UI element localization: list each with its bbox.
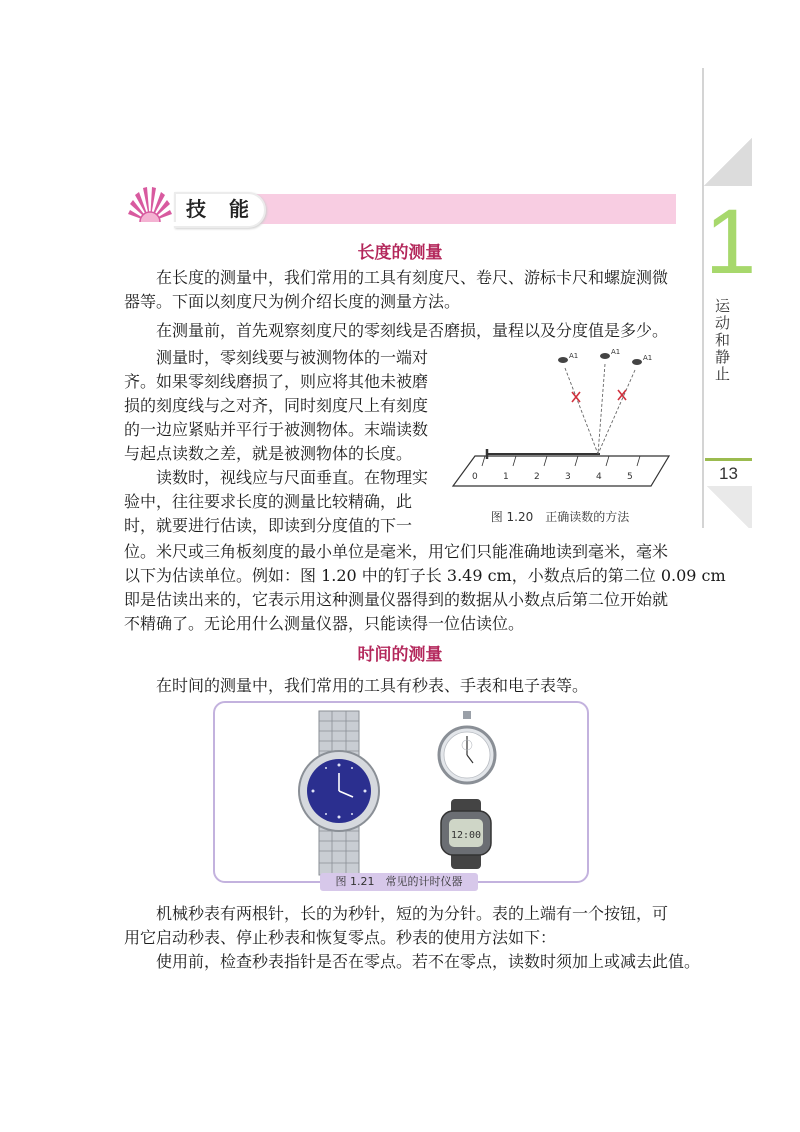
sun-icon bbox=[124, 184, 176, 226]
chapter-title: 运动和静止 bbox=[713, 298, 731, 383]
heading-length-measurement: 长度的测量 bbox=[357, 243, 443, 263]
figure-1-21-caption: 图 1.21 常见的计时仪器 bbox=[320, 873, 478, 891]
para1-line1: 在长度的测量中，我们常用的工具有刻度尺、卷尺、游标卡尺和螺旋测微 bbox=[156, 268, 669, 287]
timers-illustration bbox=[215, 703, 587, 881]
heading-time-measurement: 时间的测量 bbox=[357, 645, 443, 665]
wrong-cross-marks bbox=[572, 390, 626, 402]
para3-line4: 的一边应紧贴并平行于被测物体。末端读数 bbox=[124, 420, 429, 439]
para3-line1: 测量时，零刻线要与被测物体的一端对 bbox=[156, 348, 429, 367]
para4-line6: 即是估读出来的，它表示用这种测量仪器得到的数据从小数点后第二位开始就 bbox=[124, 590, 669, 609]
skill-banner-label: 技 能 bbox=[186, 197, 257, 221]
para4-line5: 以下为估读单位。例如：图 1.20 中的钉子长 3.49 cm，小数点后的第二位 0.09 cm bbox=[124, 566, 726, 585]
para4-line2: 验中，往往要求长度的测量比较精确，此 bbox=[124, 492, 413, 511]
para4-line4: 位。米尺或三角板刻度的最小单位是毫米，用它们只能准确地读到毫米，毫米 bbox=[124, 542, 669, 561]
eye-label-2: A1 bbox=[611, 348, 621, 356]
skill-banner-bar bbox=[250, 194, 676, 224]
para4-line1: 读数时，视线应与尺面垂直。在物理实 bbox=[156, 468, 429, 487]
figure-1-20-caption: 图 1.20 正确读数的方法 bbox=[490, 510, 630, 524]
figure-ruler-reading bbox=[445, 346, 677, 498]
wristwatch-icon bbox=[299, 711, 379, 875]
para4-line3: 时，就要进行估读，即读到分度值的下一 bbox=[124, 516, 413, 535]
time-para3: 使用前，检查秒表指针是否在零点。若不在零点，读数时须加上或减去此值。 bbox=[156, 952, 701, 971]
ruler-mark-5: 5 bbox=[627, 472, 633, 482]
chapter-number: 1 bbox=[705, 191, 757, 293]
para2: 在测量前，首先观察刻度尺的零刻线是否磨损，量程以及分度值是多少。 bbox=[156, 321, 669, 340]
para3-line5: 与起点读数之差，就是被测物体的长度。 bbox=[124, 444, 413, 463]
eye-label-1: A1 bbox=[569, 352, 579, 360]
digital-watch-icon bbox=[441, 799, 491, 869]
ruler-shape bbox=[453, 456, 669, 486]
side-tab-corner bbox=[704, 138, 752, 186]
side-tab-bottom bbox=[704, 486, 752, 528]
para4-line7: 不精确了。无论用什么测量仪器，只能读得一位估读位。 bbox=[124, 614, 525, 633]
stopwatch-icon bbox=[439, 711, 495, 783]
time-para2-line1: 机械秒表有两根针，长的为秒针，短的为分针。表的上端有一个按钮，可 bbox=[156, 904, 669, 923]
ruler-mark-0: 0 bbox=[472, 472, 478, 482]
ruler-mark-3: 3 bbox=[565, 472, 571, 482]
eye-label-3: A1 bbox=[643, 354, 653, 362]
ruler-mark-2: 2 bbox=[534, 472, 540, 482]
time-para1: 在时间的测量中，我们常用的工具有秒表、手表和电子表等。 bbox=[156, 676, 589, 695]
figure-timers-frame bbox=[213, 701, 589, 883]
side-tab-strip bbox=[702, 68, 704, 528]
para3-line3: 损的刻度线与之对齐，同时刻度尺上有刻度 bbox=[124, 396, 429, 415]
page-number: 13 bbox=[705, 458, 752, 487]
digital-display: 12:00 bbox=[450, 830, 482, 841]
ruler-mark-1: 1 bbox=[503, 472, 509, 482]
time-para2-line2: 用它启动秒表、停止秒表和恢复零点。秒表的使用方法如下： bbox=[124, 928, 557, 947]
para1-line2: 器等。下面以刻度尺为例介绍长度的测量方法。 bbox=[124, 292, 461, 311]
ruler-mark-4: 4 bbox=[596, 472, 602, 482]
para3-line2: 齐。如果零刻线磨损了，则应将其他未被磨 bbox=[124, 372, 429, 391]
